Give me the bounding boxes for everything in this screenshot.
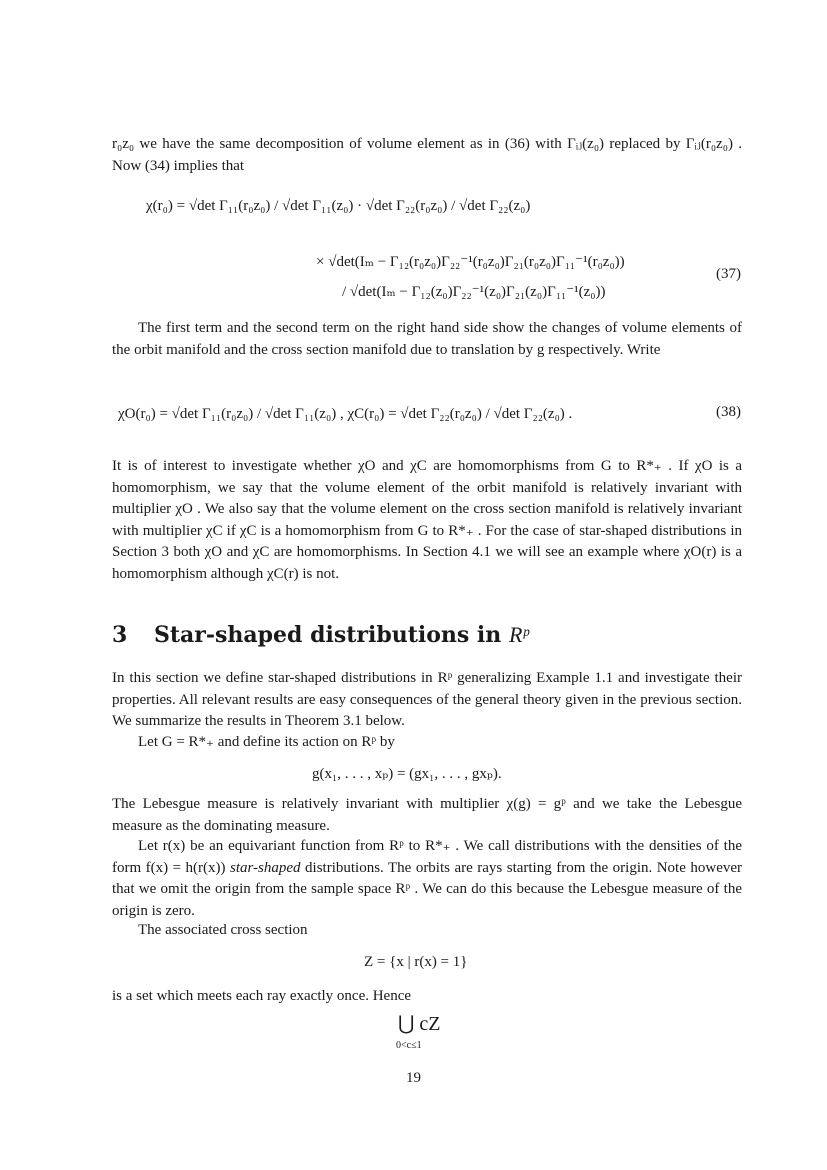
equation-37-line-2: × √det(Iₘ − Γ₁₂(r₀z₀)Γ₂₂⁻¹(r₀z₀)Γ₂₁(r₀z₀)Γ₁₁⁻¹(r₀z₀))	[316, 254, 625, 270]
star-shaped-text-b: distributions. The orbits are rays starting from the origin. Note however that we omit the origin from the sample space Rᵖ . We can do this because the Lebesgue measure of the origin is zero.	[112, 859, 742, 919]
equation-37-line-1: χ(r₀) = √det Γ₁₁(r₀z₀) / √det Γ₁₁(z₀) · √det Γ₂₂(r₀z₀) / √det Γ₂₂(z₀)	[146, 198, 531, 214]
paragraph-lebesgue: The Lebesgue measure is relatively invariant with multiplier χ(g) = gᵖ and we take the Lebesgue measure as the dominating measure.	[112, 796, 742, 834]
paragraph-star-shaped	[112, 836, 742, 922]
paragraph-let-g: Let G = R*₊ and define its action on Rᵖ by	[138, 734, 395, 750]
paragraph-meets-ray: is a set which meets each ray exactly once. Hence	[112, 988, 412, 1004]
section-heading	[112, 622, 529, 648]
section-number: 3	[112, 622, 128, 648]
equation-action: g(x₁, . . . , xₚ) = (gx₁, . . . , gxₚ).	[312, 766, 502, 782]
paragraph-intro: r₀z₀ we have the same decomposition of volume element as in (36) with Γᵢⱼ(z₀) replaced by Γᵢⱼ(r₀z₀) . Now (34) implies that	[112, 136, 742, 174]
paragraph-homomorphism: It is of interest to investigate whether χO and χC are homomorphisms from G to R*₊ . If χO is a homomorphism, we say that the volume element of the orbit manifold is relatively invariant with multiplier χO . We also say that the volume element on the cross section manifold is relatively invariant with multiplier χC if χC is a homomorphism from G to R*₊ . For the case of star-shaped distributions in Section 3 both χO and χC are homomorphisms. In Section 4.1 we will see an example where χO(r) is a homomorphism although χC(r) is not.	[112, 458, 742, 582]
equation-37-number: (37)	[716, 266, 741, 282]
equation-38-number: (38)	[716, 404, 741, 420]
section-title: Star-shaped distributions in	[154, 622, 509, 648]
star-shaped-text-a: Let r(x) be an equivariant function from Rᵖ to R*₊ . We call distributions with the densities of the form f(x) = h(r(x))	[112, 838, 742, 876]
equation-38: χO(r₀) = √det Γ₁₁(r₀z₀) / √det Γ₁₁(z₀) , χC(r₀) = √det Γ₂₂(r₀z₀) / √det Γ₂₂(z₀) .	[118, 406, 573, 422]
paragraph-cross-section: The associated cross section	[138, 922, 308, 938]
paragraph-section-intro: In this section we define star-shaped distributions in Rᵖ generalizing Example 1.1 and investigate their properties. All relevant results are easy consequences of the general theory given in the previous section. We summarize the results in Theorem 3.1 below.	[112, 670, 742, 729]
equation-cross-section: Z = {x | r(x) = 1}	[364, 954, 468, 970]
equation-union-subscript: 0<c≤1	[396, 1040, 422, 1051]
star-shaped-term: star-shaped	[230, 859, 301, 876]
page-number: 19	[406, 1070, 421, 1086]
section-title-rp: Rᵖ	[508, 622, 529, 647]
equation-37-line-3: / √det(Iₘ − Γ₁₂(z₀)Γ₂₂⁻¹(z₀)Γ₂₁(z₀)Γ₁₁⁻¹(z₀))	[342, 284, 606, 300]
equation-union: ⋃ cZ	[398, 1013, 441, 1035]
paragraph-terms: The first term and the second term on the right hand side show the changes of volume elements of the orbit manifold and the cross section manifold due to translation by g respectively. Write	[112, 320, 742, 358]
